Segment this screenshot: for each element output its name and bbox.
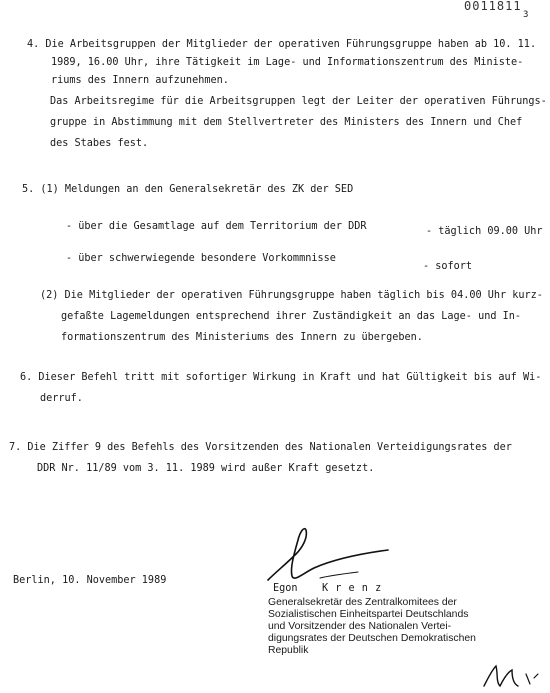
section-6-line: 6. Dieser Befehl tritt mit sofortiger Wirkung in Kraft und hat Gültigkeit bis auf Wi- bbox=[20, 372, 542, 383]
section-4-line: riums des Innern aufzunehmen. bbox=[51, 75, 229, 86]
signer-title-line: Generalsekretär des Zentralkomitees der bbox=[268, 597, 457, 608]
section-4-line: gruppe in Abstimmung mit dem Stellvertreter des Ministers des Innern und Chef bbox=[50, 117, 523, 128]
section-5-paragraph-2-line: (2) Die Mitglieder der operativen Führungsgruppe haben täglich bis 04.00 Uhr kurz- bbox=[40, 290, 543, 301]
signer-title-line: Republik bbox=[268, 645, 309, 656]
section-4-line: des Stabes fest. bbox=[50, 138, 149, 149]
signer-title-line: Sozialistischen Einheitspartei Deutschlands bbox=[268, 609, 469, 620]
section-5-heading: 5. (1) Meldungen an den Generalsekretär des ZK der SED bbox=[22, 184, 354, 195]
page-number: 3 bbox=[523, 10, 529, 20]
signer-first-name: Egon bbox=[273, 583, 298, 594]
section-4-line: 4. Die Arbeitsgruppen der Mitglieder der operativen Führungsgruppe haben ab 10. 11. bbox=[27, 39, 537, 50]
handwritten-signature bbox=[262, 524, 392, 588]
section-7-line: 7. Die Ziffer 9 des Befehls des Vorsitzenden des Nationalen Verteidigungsrates der bbox=[9, 442, 512, 453]
report-item-overall: - über die Gesamtlage auf dem Territorium der DDR bbox=[66, 221, 367, 232]
section-5-paragraph-2-line: gefaßte Lagemeldungen entsprechend ihrer Zuständigkeit an das Lage- und In- bbox=[61, 311, 522, 322]
signer-title-line: und Vorsitzender des Nationalen Vertei- bbox=[268, 621, 452, 632]
report-item-incidents-time: - sofort bbox=[423, 261, 473, 272]
section-4-line: 1989, 16.00 Uhr, ihre Tätigkeit im Lage- und Informationszentrum des Ministe- bbox=[51, 57, 524, 68]
initials-scribble bbox=[478, 660, 544, 692]
section-7-line: DDR Nr. 11/89 vom 3. 11. 1989 wird außer Kraft gesetzt. bbox=[37, 463, 375, 474]
signer-title-line: digungsrates der Deutschen Demokratischen bbox=[268, 633, 476, 644]
section-6-line: derruf. bbox=[40, 393, 83, 404]
section-4-line: Das Arbeitsregime für die Arbeitsgruppen legt der Leiter der operativen Führungs- bbox=[50, 96, 547, 107]
report-item-overall-time: - täglich 09.00 Uhr bbox=[426, 226, 543, 237]
section-5-paragraph-2-line: formationszentrum des Ministeriums des Innern zu übergeben. bbox=[61, 332, 423, 343]
report-item-incidents: - über schwerwiegende besondere Vorkommnisse bbox=[66, 253, 336, 264]
place-and-date: Berlin, 10. November 1989 bbox=[13, 575, 167, 586]
archive-stamp: 0011811 bbox=[464, 0, 522, 13]
signer-last-name: K r e n z bbox=[322, 583, 382, 594]
